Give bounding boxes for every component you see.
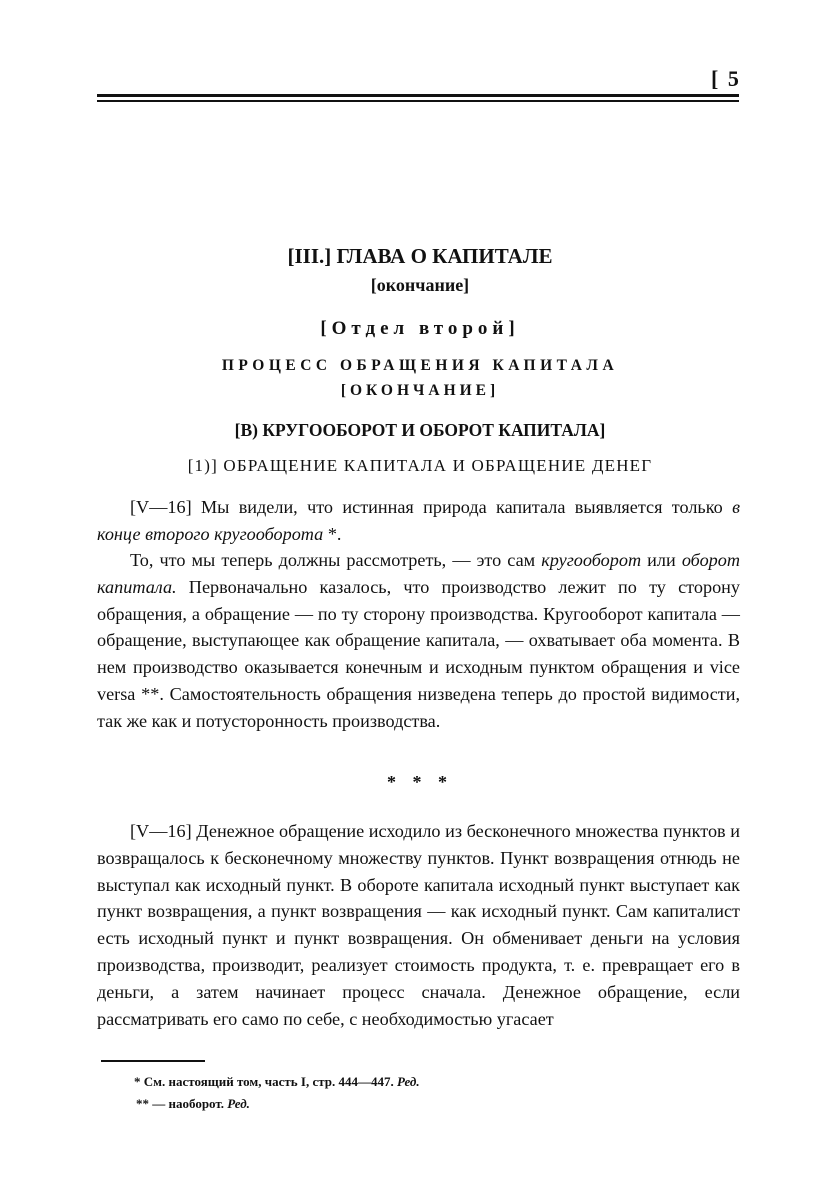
header-rule-thin (97, 100, 739, 102)
subsection-1-title: [1)] ОБРАЩЕНИЕ КАПИТАЛА И ОБРАЩЕНИЕ ДЕНЕГ (187, 456, 653, 475)
footnote-1 (134, 1074, 420, 1090)
process-title: ПРОЦЕСС ОБРАЩЕНИЯ КАПИТАЛА (221, 357, 619, 374)
paragraph-3 (97, 818, 740, 1032)
paragraph-2 (97, 547, 740, 735)
paragraph-2-emphasis-2: оборот капитала. (97, 550, 741, 597)
chapter-title: [III.] ГЛАВА О КАПИТАЛЕ (287, 244, 553, 268)
paragraph-1 (97, 494, 740, 548)
footnote-2 (136, 1096, 250, 1112)
footnote-2-text: ** — наоборот. (136, 1096, 228, 1111)
paragraph-1-text-a: [V—16] Мы видели, что истинная природа капитала выявляется только (130, 497, 733, 517)
paragraph-3-text: [V—16] Денежное обращение исходило из бесконечного множества пунктов и возвращалось к бесконечному множеству пунктов. Пункт возвращения отнюдь не выступал как исходный пункт. В обороте капитала исходный пункт выступает как пункт возвращения, а пункт возвращения — как исходный пункт. Сам капиталист есть исходный пункт и пункт возвращения. Он обменивает деньги на условия производства, производит, реализует стоимость продукта, т. е. превращает его в деньги, а затем начинает процесс сначала. Денежное обращение, если рассматривать его само по себе, с необходимостью угасает (97, 821, 740, 1029)
paragraph-1-emphasis: в конце второго кругооборота (97, 497, 740, 544)
paragraph-2-text-a: То, что мы теперь должны рассмотреть, — это сам (130, 550, 542, 570)
footnote-1-text: * См. настоящий том, часть I, стр. 444—447. (134, 1074, 397, 1089)
footnote-1-editor: Ред. (397, 1074, 420, 1089)
page-number: [ 5 (711, 66, 741, 91)
paragraph-1-text-b: *. (323, 523, 342, 544)
chapter-subtitle: [окончание] (370, 275, 470, 295)
footnote-rule (101, 1060, 205, 1062)
paragraph-2-text-c: Первоначально казалось, что производство лежит по ту сторону обращения, а обращение — по ту сторону производства. Кругооборот капитала — обращение, выступающее как обращение капитала, — охватывает оба момента. В нем производство оказывается конечным и исходным пунктом обращения и vice versa **. Самостоятельность обращения низведена теперь до простой видимости, так же как и потусторонность производства. (97, 576, 740, 731)
subsection-b-title: [B) КРУГООБОРОТ И ОБОРОТ КАПИТАЛА] (234, 420, 606, 440)
footnote-2-editor: Ред. (227, 1096, 250, 1111)
process-subtitle: [ОКОНЧАНИЕ] (340, 382, 500, 399)
paragraph-2-emphasis-1: кругооборот (541, 550, 642, 570)
section-divider: * * * (387, 772, 453, 792)
header-rule-thick (97, 94, 739, 97)
paragraph-2-text-b: или (641, 550, 682, 570)
section-title: [Отдел второй] (320, 318, 520, 339)
